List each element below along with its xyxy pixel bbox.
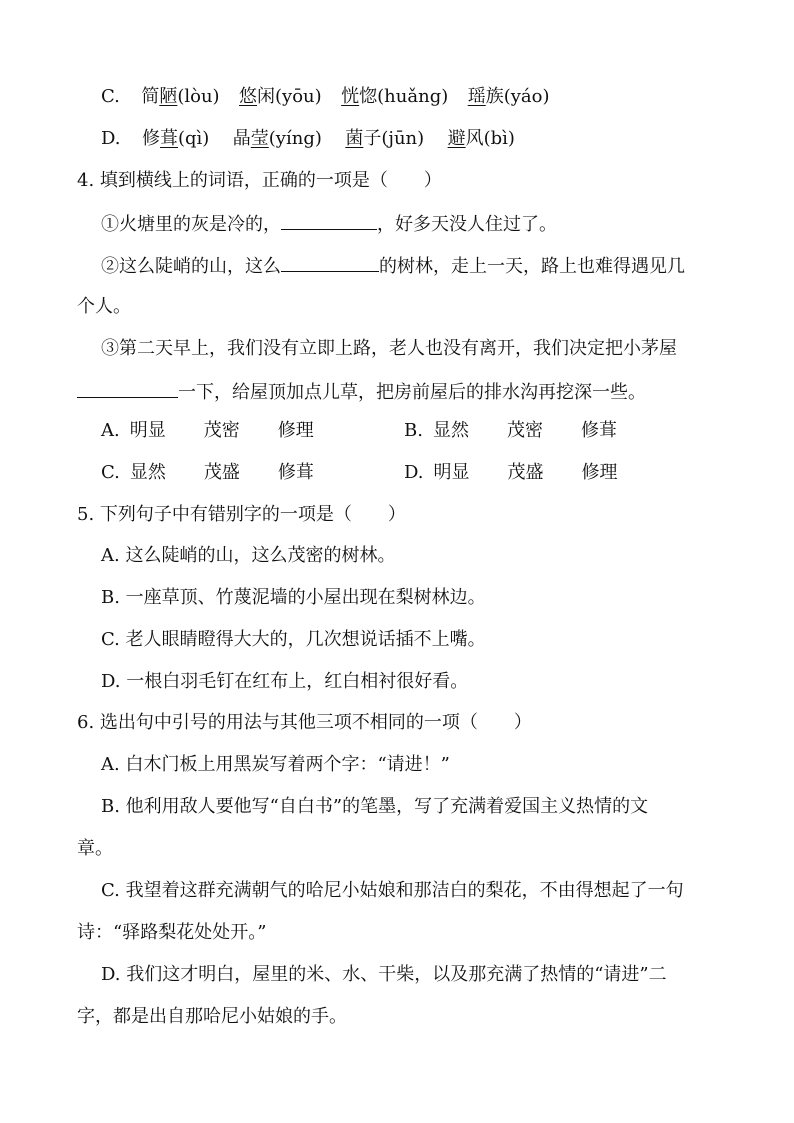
sentence-text: ②这么陡峭的山，这么 xyxy=(101,256,281,277)
q5-option-d: D. 一根白羽毛钉在红布上，红白相衬很好看。 xyxy=(101,671,469,692)
q6-option-c: C. 我望着这群充满朝气的哈尼小姑娘和那洁白的梨花，不由得想起了一句 xyxy=(101,880,684,901)
q4-option-d xyxy=(404,461,618,485)
option-word: 茂盛 xyxy=(507,462,544,483)
q3-option-d xyxy=(101,127,515,151)
q3-option-c xyxy=(101,85,550,109)
q4-sentence-1 xyxy=(101,211,557,237)
underlined-char: 莹 xyxy=(250,128,269,149)
word-part: 修 xyxy=(141,128,160,149)
fill-blank[interactable] xyxy=(281,211,377,230)
word-part: 惚(huǎng) xyxy=(359,86,449,107)
q5-stem: 5. 下列句子中有错别字的一项是（ ） xyxy=(77,504,406,525)
q6-option-d-cont: 字，都是出自那哈尼小姑娘的手。 xyxy=(77,1006,347,1027)
option-word: 修葺 xyxy=(580,420,617,441)
q6-option-b-cont: 章。 xyxy=(77,838,113,859)
underlined-char: 葺 xyxy=(159,128,178,149)
option-label: C. xyxy=(101,86,120,107)
sentence-text: 的树林，走上一天，路上也难得遇见几 xyxy=(379,256,685,277)
option-word: 明显 xyxy=(433,462,470,483)
q4-option-a xyxy=(101,419,314,443)
option-word: 显然 xyxy=(129,462,166,483)
option-word: 修理 xyxy=(581,462,618,483)
option-word: 茂密 xyxy=(203,420,240,441)
option-label: B. xyxy=(404,420,423,441)
fill-blank[interactable] xyxy=(281,253,379,272)
option-word: 茂密 xyxy=(506,420,543,441)
option-word: 修理 xyxy=(277,420,314,441)
underlined-char: 陋 xyxy=(159,86,178,107)
q4-sentence-2-cont: 个人。 xyxy=(77,296,131,317)
underlined-char: 悠 xyxy=(239,86,258,107)
option-label: D. xyxy=(101,128,121,149)
word-part: 风(bì) xyxy=(465,128,515,149)
q5-option-a: A. 这么陡峭的山，这么茂密的树林。 xyxy=(101,545,396,566)
word-part: 晶 xyxy=(232,128,251,149)
option-word: 修葺 xyxy=(277,462,314,483)
pinyin: (lòu) xyxy=(177,86,220,107)
option-word: 茂盛 xyxy=(203,462,240,483)
pinyin: (yíng) xyxy=(268,128,322,149)
word-part: 子(jūn) xyxy=(363,128,425,149)
q4-sentence-3-cont xyxy=(77,379,646,405)
q6-option-c-cont: 诗：“驿路梨花处处开。” xyxy=(77,922,267,943)
sentence-text: ①火塘里的灰是冷的， xyxy=(101,214,281,235)
q6-option-d: D. 我们这才明白，屋里的米、水、干柴，以及那充满了热情的“请进”二 xyxy=(101,964,667,985)
q5-option-c: C. 老人眼睛瞪得大大的，几次想说话插不上嘴。 xyxy=(101,629,486,650)
q4-option-c xyxy=(101,461,314,485)
q4-stem: 4. 填到横线上的词语，正确的一项是（ ） xyxy=(77,170,442,191)
q4-option-b xyxy=(404,419,617,443)
q6-stem: 6. 选出句中引号的用法与其他三项不相同的一项（ ） xyxy=(77,712,532,733)
option-word: 显然 xyxy=(432,420,469,441)
underlined-char: 恍 xyxy=(341,86,360,107)
underlined-char: 瑶 xyxy=(467,86,486,107)
q4-sentence-3: ③第二天早上，我们没有立即上路，老人也没有离开，我们决定把小茅屋 xyxy=(101,338,677,359)
word-part: 族(yáo) xyxy=(485,86,550,107)
underlined-char: 避 xyxy=(447,128,466,149)
word-part: 简 xyxy=(141,86,160,107)
sentence-text: ，好多天没人住过了。 xyxy=(377,214,557,235)
underlined-char: 菌 xyxy=(345,128,364,149)
option-label: D. xyxy=(404,462,424,483)
q6-option-b: B. 他利用敌人要他写“自白书”的笔墨，写了充满着爱国主义热情的文 xyxy=(101,796,649,817)
word-part: 闲(yōu) xyxy=(257,86,322,107)
fill-blank[interactable] xyxy=(77,379,178,398)
sentence-text: 一下，给屋顶加点儿草，把房前屋后的排水沟再挖深一些。 xyxy=(178,382,646,403)
option-word: 明显 xyxy=(129,420,166,441)
q5-option-b: B. 一座草顶、竹蔑泥墙的小屋出现在梨树林边。 xyxy=(101,587,486,608)
q6-option-a: A. 白木门板上用黑炭写着两个字：“请进！” xyxy=(101,754,450,775)
option-label: C. xyxy=(101,462,120,483)
option-label: A. xyxy=(101,420,120,441)
q4-sentence-2 xyxy=(101,253,685,279)
pinyin: (qì) xyxy=(177,128,210,149)
